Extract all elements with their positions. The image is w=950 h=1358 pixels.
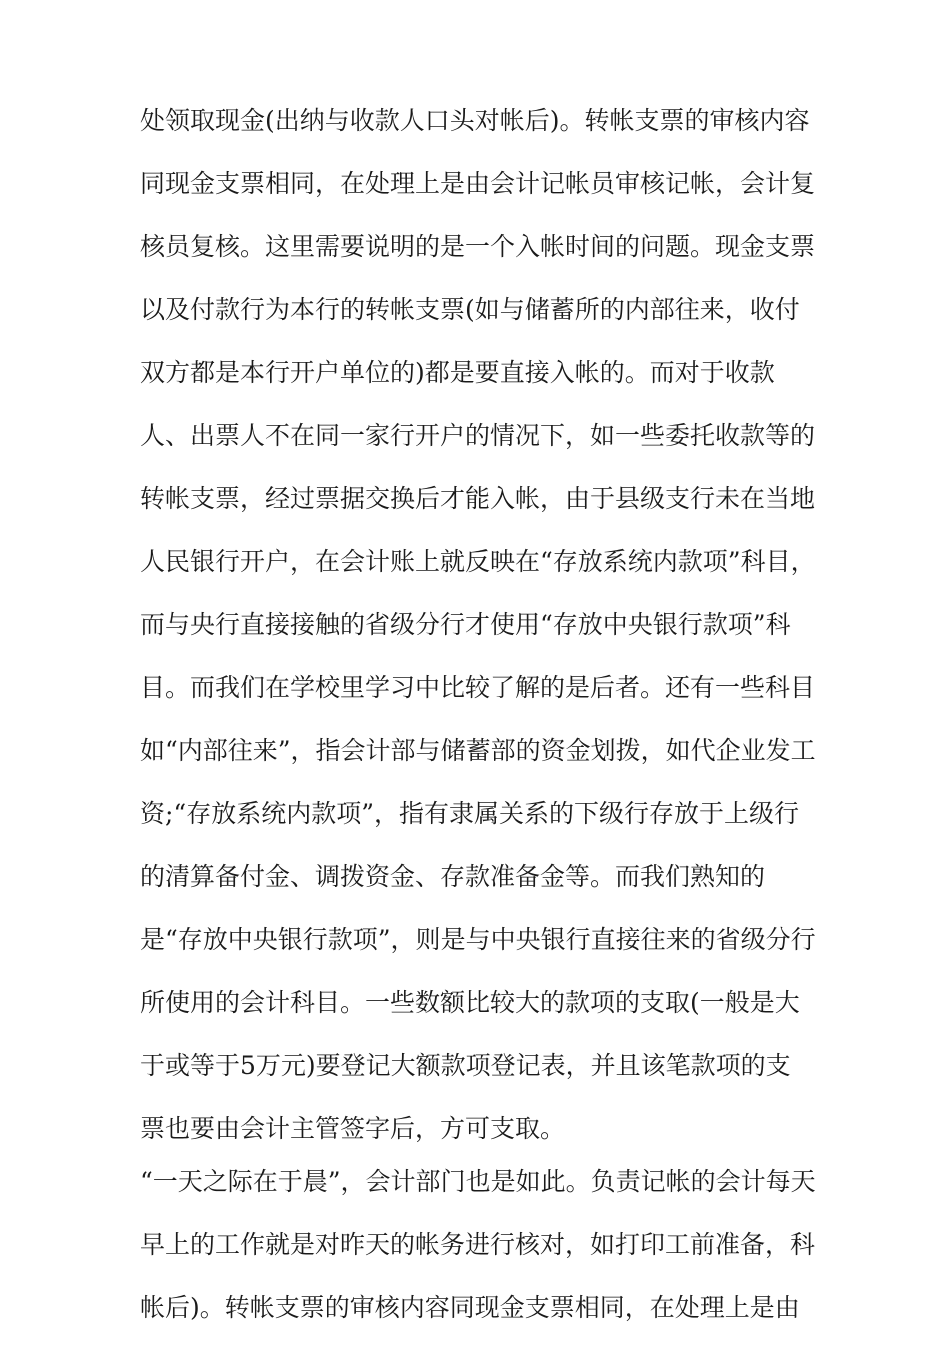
text-line: 处领取现金(出纳与收款人口头对帐后)。转帐支票的审核内容 xyxy=(140,106,810,135)
text-line: 帐后)。转帐支票的审核内容同现金支票相同，在处理上是由 xyxy=(140,1293,800,1322)
text-line: 同现金支票相同，在处理上是由会计记帐员审核记帐，会计复 xyxy=(140,169,816,198)
text-line: 的清算备付金、调拨资金、存款准备金等。而我们熟知的 xyxy=(140,862,766,891)
text-line: 双方都是本行开户单位的)都是要直接入帐的。而对于收款 xyxy=(140,358,775,387)
text-line: 所使用的会计科目。一些数额比较大的款项的支取(一般是大 xyxy=(140,988,800,1017)
text-line: 核员复核。这里需要说明的是一个入帐时间的问题。现金支票 xyxy=(140,232,816,261)
text-line: 于或等于5万元)要登记大额款项登记表，并且该笔款项的支 xyxy=(140,1051,791,1080)
text-line: 票也要由会计主管签字后，方可支取。 xyxy=(140,1114,566,1143)
text-line: “一天之际在于晨”，会计部门也是如此。负责记帐的会计每天 xyxy=(140,1167,816,1196)
text-line: 目。而我们在学校里学习中比较了解的是后者。还有一些科目 xyxy=(140,673,816,702)
text-line: 早上的工作就是对昨天的帐务进行核对，如打印工前准备，科 xyxy=(140,1230,816,1259)
body-text xyxy=(140,108,820,1358)
text-line: 而与央行直接接触的省级分行才使用“存放中央银行款项”科 xyxy=(140,610,791,639)
text-line: 是“存放中央银行款项”，则是与中央银行直接往来的省级分行 xyxy=(140,925,816,954)
text-line: 转帐支票，经过票据交换后才能入帐，由于县级支行未在当地 xyxy=(140,484,816,513)
text-line: 以及付款行为本行的转帐支票(如与储蓄所的内部往来，收付 xyxy=(140,295,800,324)
text-line: 如“内部往来”，指会计部与储蓄部的资金划拨，如代企业发工 xyxy=(140,736,816,765)
text-line: 人、出票人不在同一家行开户的情况下，如一些委托收款等的 xyxy=(140,421,816,450)
text-line: 人民银行开户，在会计账上就反映在“存放系统内款项”科目， xyxy=(140,547,816,576)
text-line: 资;“存放系统内款项”，指有隶属关系的下级行存放于上级行 xyxy=(140,799,799,828)
